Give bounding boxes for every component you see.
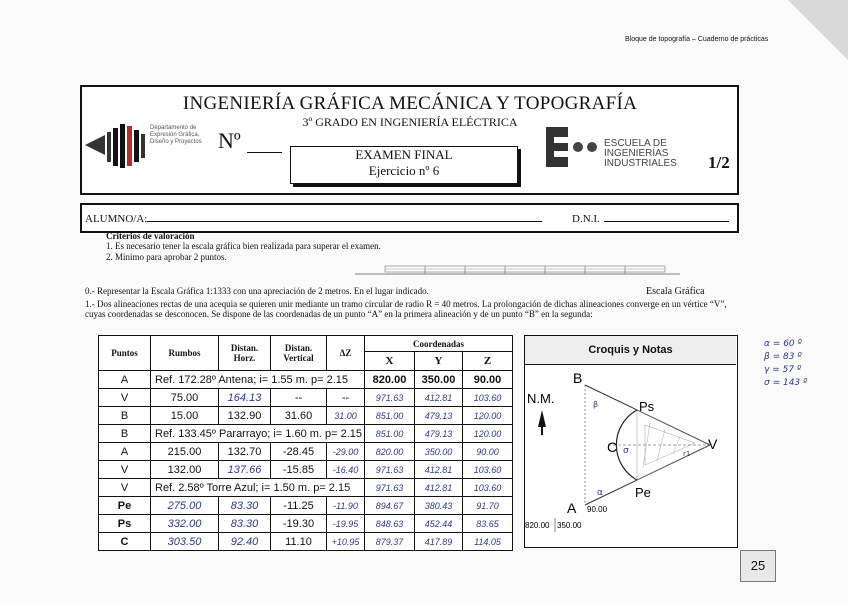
cell-z: 120.00 (463, 407, 513, 425)
sketch-title: Croquis y Notas (525, 336, 736, 365)
cell-horizontal: 92.40 (219, 533, 271, 551)
survey-table (98, 335, 513, 551)
cell-y: 350.00 (415, 371, 463, 389)
cell-x: 851.00 (365, 407, 415, 425)
header-horizontal-distance: Distan. Horz. (219, 336, 271, 371)
note-alpha: α = 60 º (764, 339, 802, 349)
cell-y: 380.43 (415, 497, 463, 515)
point-a-y: 350.00 (557, 521, 582, 530)
criteria-item: 2. Mínimo para aprobar 2 puntos. (106, 252, 227, 262)
cell-rumbo: 215.00 (151, 443, 219, 461)
cell-x: 848.63 (365, 515, 415, 533)
point-b-label: B (573, 370, 583, 386)
cell-vertical: -- (271, 389, 327, 407)
cell-horizontal: 137.66 (219, 461, 271, 479)
cell-point: A (99, 371, 151, 389)
cell-y: 412.81 (415, 479, 463, 497)
cell-z: 90.00 (463, 443, 513, 461)
handwritten-notes (764, 338, 807, 390)
header-vertical-distance: Distan. Vertical (271, 336, 327, 371)
cell-y: 412.81 (415, 461, 463, 479)
point-a-z: 90.00 (587, 505, 608, 514)
cell-rumbo: 75.00 (151, 389, 219, 407)
cell-vertical: -19.30 (271, 515, 327, 533)
cell-x: 851.00 (365, 425, 415, 443)
cell-reference: Ref. 2.58º Torre Azul; i= 1.50 m. p= 2.15 (151, 479, 365, 497)
cell-point: B (99, 407, 151, 425)
cell-x: 971.63 (365, 479, 415, 497)
beta-label: β (593, 400, 599, 409)
criteria-title: Criterios de valoración (106, 231, 195, 241)
cell-point: B (99, 425, 151, 443)
cell-z: 114.05 (463, 533, 513, 551)
header-coordinates: Coordenadas (365, 336, 513, 352)
alpha-label: α (597, 488, 603, 498)
cell-y: 479.13 (415, 425, 463, 443)
exam-title: EXAMEN FINAL (355, 147, 453, 162)
table-row (99, 407, 513, 425)
cell-rumbo: 303.50 (151, 533, 219, 551)
cell-x: 894.67 (365, 497, 415, 515)
table-row (99, 425, 513, 443)
exam-box (290, 146, 518, 184)
cell-vertical: -28.45 (271, 443, 327, 461)
page-title: INGENIERÍA GRÁFICA MECÁNICA Y TOPOGRAFÍA (182, 93, 638, 114)
cell-point: V (99, 389, 151, 407)
cell-point: C (99, 533, 151, 551)
cell-z: 91.70 (463, 497, 513, 515)
header-rumbos: Rumbos (151, 336, 219, 371)
page-number: 25 (740, 550, 776, 582)
cell-dz: -11.90 (327, 497, 365, 515)
cell-x: 879.37 (365, 533, 415, 551)
cell-dz: -29.00 (327, 443, 365, 461)
criteria-item: 1. Es necesario tener la escala gráfica bien realizada para superar el examen. (106, 241, 381, 251)
cell-x: 971.63 (365, 389, 415, 407)
cell-y: 412.81 (415, 389, 463, 407)
table-row (99, 389, 513, 407)
point-v-label: V (708, 436, 718, 452)
table-row (99, 479, 513, 497)
point-ps-label: Ps (639, 399, 655, 414)
header-puntos: Puntos (99, 336, 151, 371)
point-a-x: 820.00 (525, 521, 550, 530)
cell-horizontal: 132.70 (219, 443, 271, 461)
cell-dz: -16.40 (327, 461, 365, 479)
table-row (99, 497, 513, 515)
scale-label: Escala Gráfica (646, 286, 705, 297)
cell-z: 120.00 (463, 425, 513, 443)
table-row (99, 443, 513, 461)
number-label: Nº (218, 128, 241, 153)
question-1: 1.- Dos alineaciones rectas de una acequia se quieren unir mediante un tramo circular de radio R = 40 metros. La prolongación de dichas alineaciones converge en un vértice “V”, cuyas coordenadas se desconocen. Se dispone de las coordenadas de un punto “A” en la primera alineación y de un punto “B” en la segunda: (85, 299, 727, 319)
cell-point: A (99, 443, 151, 461)
cell-vertical: 11.10 (271, 533, 327, 551)
dni-label: D.N.I. (572, 213, 729, 225)
cell-point: Pe (99, 497, 151, 515)
page-fraction: 1/2 (708, 153, 730, 172)
cell-horizontal: 132.90 (219, 407, 271, 425)
cell-x: 971.63 (365, 461, 415, 479)
table-row (99, 371, 513, 389)
cell-point: Ps (99, 515, 151, 533)
table-row (99, 461, 513, 479)
note-sigma: σ = 143 º (764, 378, 808, 388)
cell-vertical: -15.85 (271, 461, 327, 479)
cell-x: 820.00 (365, 443, 415, 461)
cell-rumbo: 275.00 (151, 497, 219, 515)
cell-z: 103.60 (463, 479, 513, 497)
cell-point: V (99, 461, 151, 479)
cell-z: 83.65 (463, 515, 513, 533)
cell-reference: Ref. 172.28º Antena; i= 1.55 m. p= 2.15 (151, 371, 365, 389)
top-header: Bloque de topografía – Cuaderno de prácticas (625, 36, 769, 43)
header-y: Y (415, 352, 463, 371)
cell-x: 820.00 (365, 371, 415, 389)
table-row (99, 533, 513, 551)
cell-horizontal: 83.30 (219, 515, 271, 533)
radius-label: r1 (683, 450, 691, 458)
point-a-label: A (567, 500, 577, 516)
cell-horizontal: 164.13 (219, 389, 271, 407)
cell-dz: +10.95 (327, 533, 365, 551)
cell-z: 103.60 (463, 461, 513, 479)
cell-dz: -19.95 (327, 515, 365, 533)
north-label: N.M. (527, 391, 555, 406)
student-label: ALUMNO/A: (85, 213, 542, 225)
cell-y: 350.00 (415, 443, 463, 461)
cell-vertical: -11.25 (271, 497, 327, 515)
table-row (99, 515, 513, 533)
cell-point: V (99, 479, 151, 497)
cell-reference: Ref. 133.45º Pararrayo; i= 1.60 m. p= 2.15 (151, 425, 365, 443)
point-pe-label: Pe (635, 485, 651, 500)
number-line (247, 152, 282, 153)
department-text: Departamento de Expresión Gráfica, Diseño y Proyectos (150, 125, 202, 145)
header-delta-z: ΔZ (327, 336, 365, 371)
cell-y: 452.44 (415, 515, 463, 533)
note-beta: β = 83 º (764, 352, 802, 362)
cell-z: 90.00 (463, 371, 513, 389)
question-0: 0.- Representar la Escala Gráfica 1:1333 con una apreciación de 2 metros. En el lugar indicado. (85, 286, 429, 296)
page-subtitle: 3º GRADO EN INGENIERÍA ELÉCTRICA (302, 115, 518, 129)
cell-y: 417.89 (415, 533, 463, 551)
header-z: Z (463, 352, 513, 371)
exam-exercise: Ejercicio nº 6 (368, 163, 440, 178)
header-x: X (365, 352, 415, 371)
cell-rumbo: 15.00 (151, 407, 219, 425)
cell-horizontal: 83.30 (219, 497, 271, 515)
cell-rumbo: 332.00 (151, 515, 219, 533)
page-curl (788, 0, 848, 60)
school-logo (546, 125, 601, 169)
survey-sketch (525, 365, 735, 545)
point-c-label: C (607, 439, 618, 455)
cell-vertical: 31.60 (271, 407, 327, 425)
cell-rumbo: 132.00 (151, 461, 219, 479)
school-text: ESCUELA DE INGENIERÍAS INDUSTRIALES (604, 138, 677, 169)
cell-dz: 31.00 (327, 407, 365, 425)
graphic-scale-drawing (355, 262, 680, 276)
cell-z: 103.60 (463, 389, 513, 407)
cell-dz: -- (327, 389, 365, 407)
cell-y: 479.13 (415, 407, 463, 425)
note-gamma: γ = 57 º (764, 365, 802, 375)
sigma-label: σ (623, 446, 629, 456)
